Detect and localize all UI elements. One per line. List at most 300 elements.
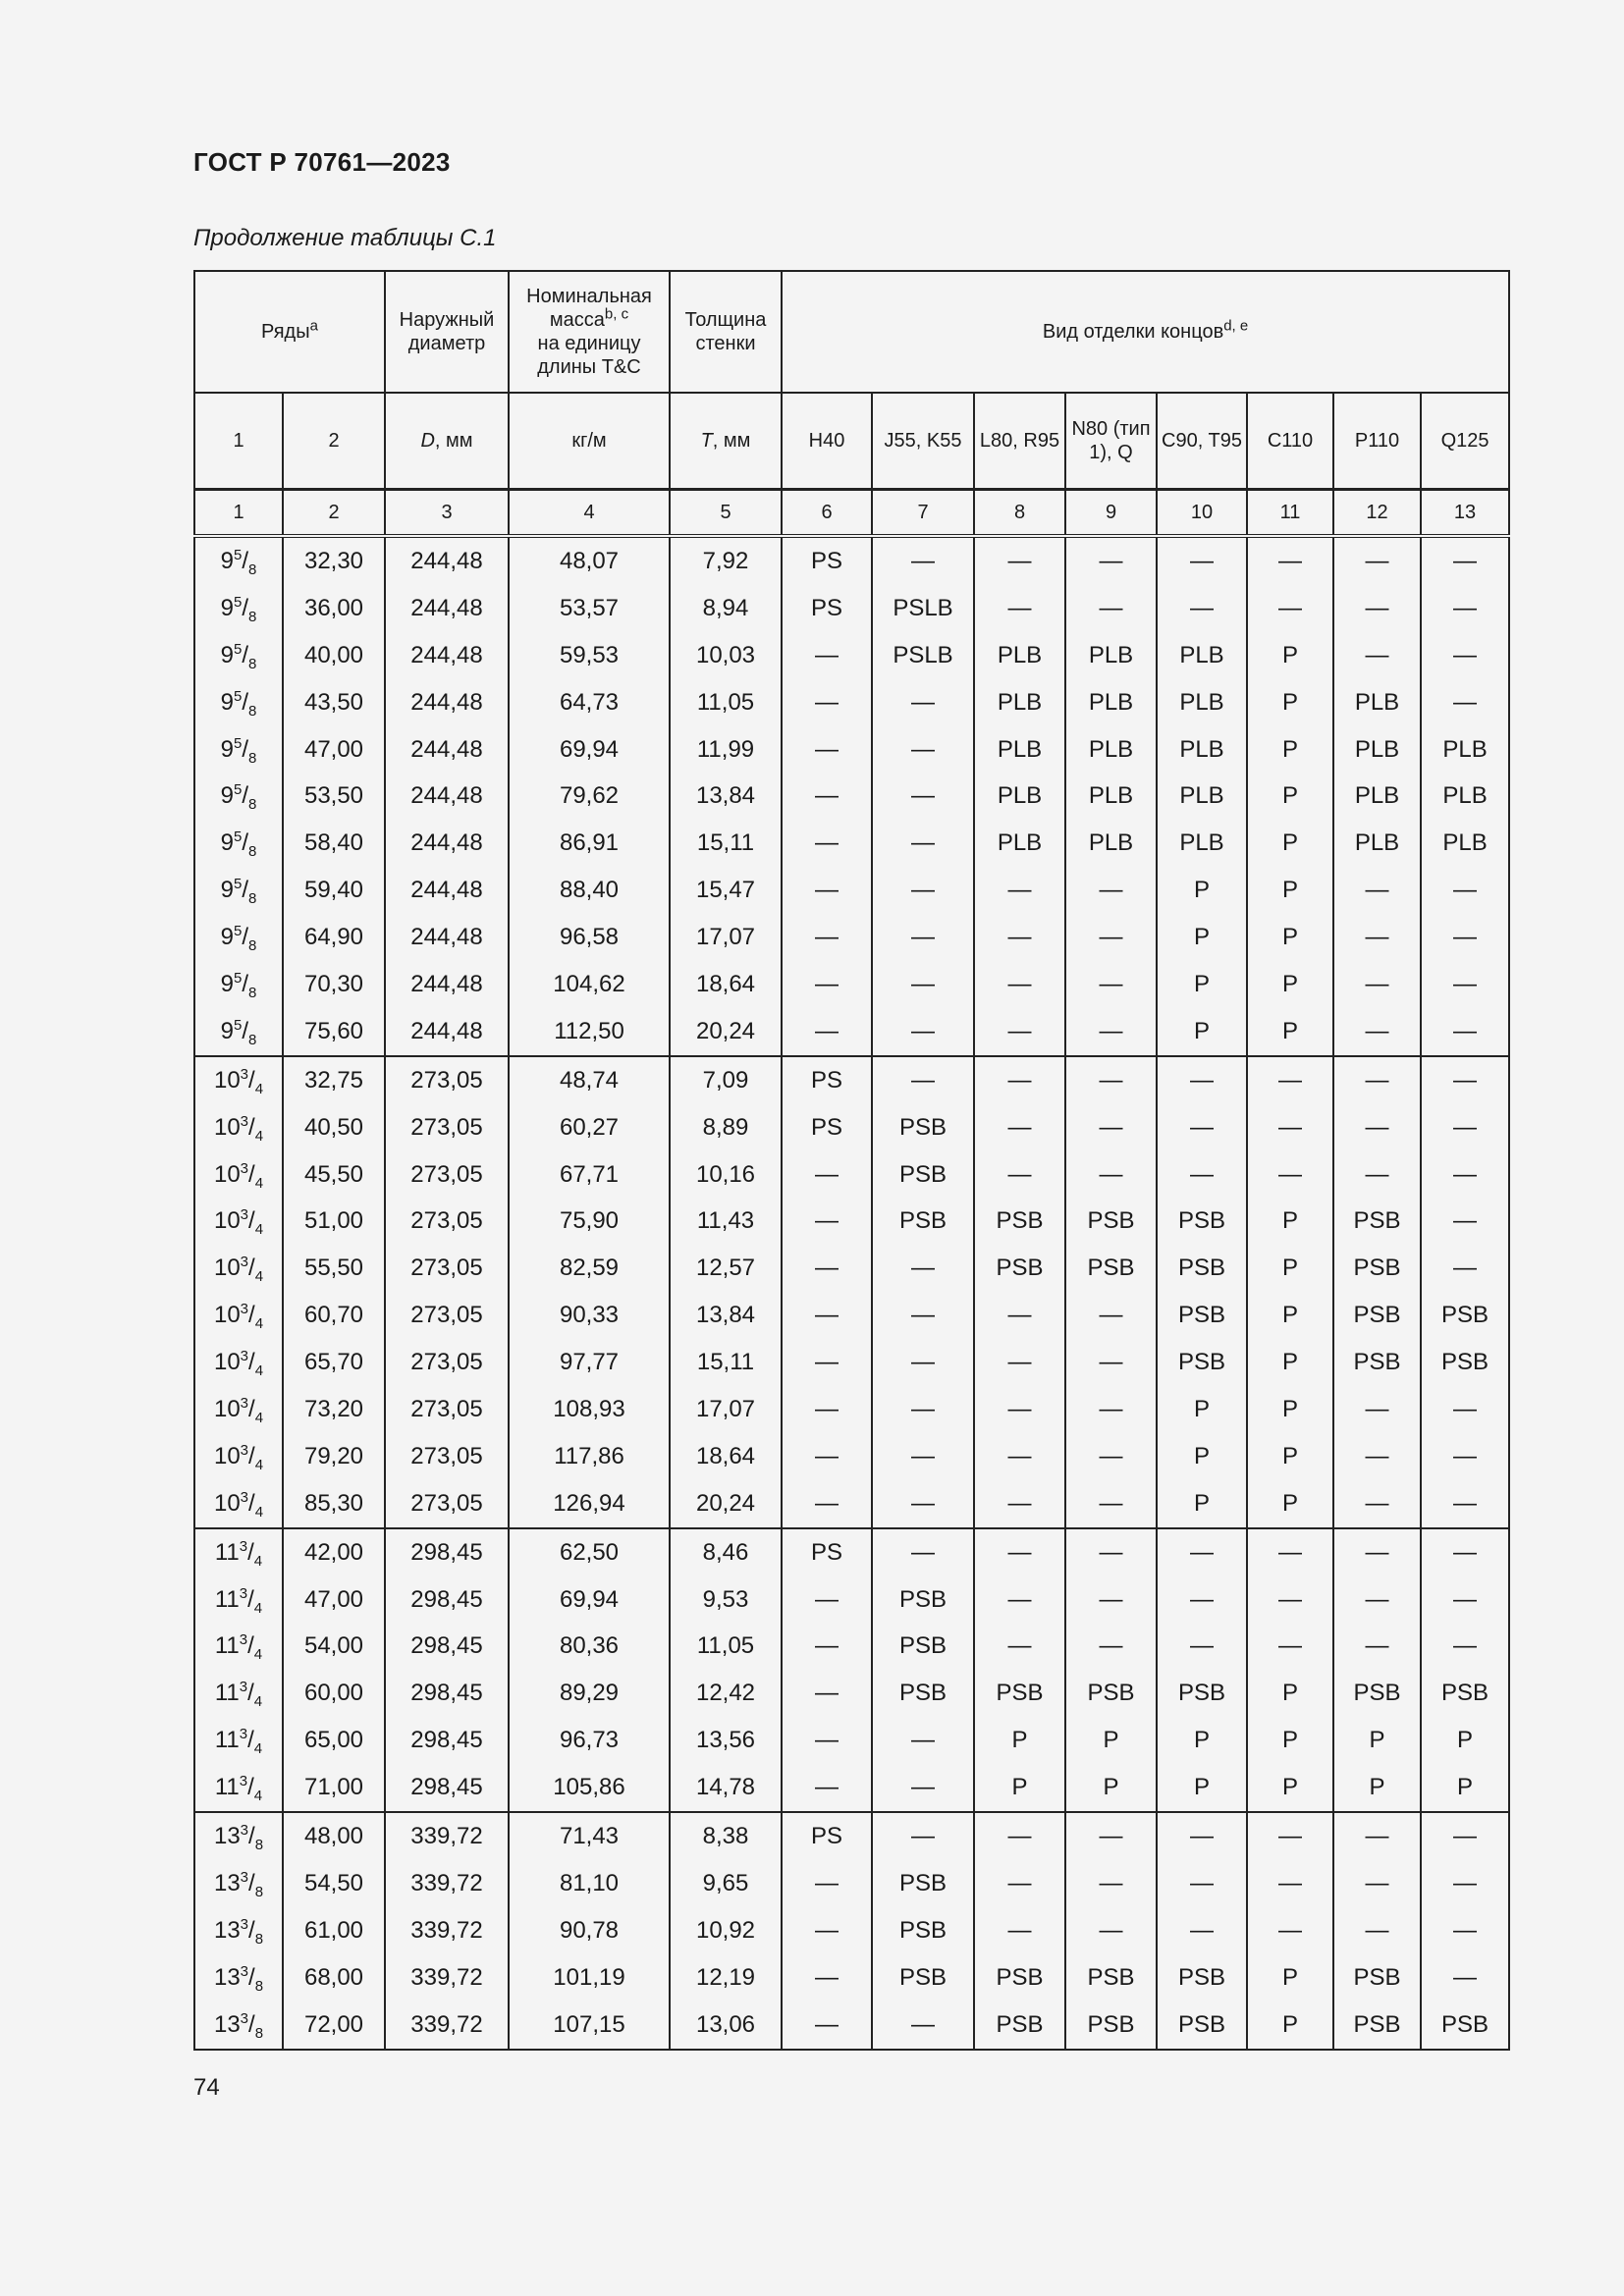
table-cell: PSB: [872, 1670, 974, 1717]
table-cell: P: [1157, 1764, 1247, 1812]
table-cell: —: [1421, 1433, 1509, 1480]
table-cell: 32,75: [283, 1056, 385, 1104]
table-cell: 13,84: [670, 1292, 782, 1339]
table-cell: 79,20: [283, 1433, 385, 1480]
table-row: [194, 1198, 1509, 1245]
table-cell: —: [1065, 1056, 1157, 1104]
table-cell: 15,11: [670, 820, 782, 867]
subheader-col13: Q125: [1421, 393, 1509, 490]
table-cell: —: [1157, 1104, 1247, 1151]
subheader-col4: кг/м: [509, 393, 670, 490]
table-cell: —: [1065, 1812, 1157, 1860]
table-cell: —: [782, 1151, 872, 1199]
table-cell: PLB: [1333, 679, 1421, 726]
table-cell: —: [782, 1954, 872, 2002]
column-number: 4: [509, 490, 670, 537]
table-cell: PSB: [872, 1576, 974, 1624]
table-cell: —: [782, 1292, 872, 1339]
table-cell: —: [1421, 1907, 1509, 1954]
table-row: [194, 1623, 1509, 1670]
size-cell: $13^3/_8$: [194, 1907, 283, 1954]
table-cell: 244,48: [385, 726, 509, 774]
table-cell: —: [1247, 536, 1333, 585]
table-cell: P: [1333, 1764, 1421, 1812]
table-cell: 298,45: [385, 1528, 509, 1576]
table-cell: —: [974, 1812, 1065, 1860]
rows-header: Ряды$^a$: [194, 271, 385, 393]
table-row: [194, 914, 1509, 961]
table-cell: P: [1247, 1292, 1333, 1339]
table-row: [194, 2002, 1509, 2050]
table-cell: 10,03: [670, 632, 782, 679]
table-cell: —: [782, 1764, 872, 1812]
table-cell: 64,90: [283, 914, 385, 961]
table-cell: P: [1247, 1433, 1333, 1480]
table-cell: P: [1247, 632, 1333, 679]
table-cell: —: [1247, 585, 1333, 632]
table-cell: —: [1065, 536, 1157, 585]
table-cell: 67,71: [509, 1151, 670, 1199]
table-cell: —: [1065, 1292, 1157, 1339]
table-row: [194, 1907, 1509, 1954]
table-cell: 48,07: [509, 536, 670, 585]
table-cell: —: [1333, 1907, 1421, 1954]
table-cell: —: [1247, 1056, 1333, 1104]
table-cell: —: [1333, 632, 1421, 679]
table-cell: 339,72: [385, 1954, 509, 2002]
table-cell: 298,45: [385, 1670, 509, 1717]
table-cell: 90,78: [509, 1907, 670, 1954]
column-number: 9: [1065, 490, 1157, 537]
table-cell: —: [782, 961, 872, 1008]
table-cell: 60,00: [283, 1670, 385, 1717]
table-cell: P: [1247, 773, 1333, 820]
table-cell: —: [782, 679, 872, 726]
table-cell: 244,48: [385, 914, 509, 961]
size-cell: $10^3/_4$: [194, 1386, 283, 1433]
table-cell: —: [1333, 914, 1421, 961]
subheader-col12: P110: [1333, 393, 1421, 490]
table-cell: P: [1247, 914, 1333, 961]
table-cell: PLB: [974, 773, 1065, 820]
table-cell: P: [1157, 1386, 1247, 1433]
table-row: [194, 1245, 1509, 1292]
table-cell: —: [872, 914, 974, 961]
subheader-col1: 1: [194, 393, 283, 490]
table-cell: —: [872, 1339, 974, 1386]
table-cell: PSB: [1157, 1245, 1247, 1292]
table-cell: —: [1333, 867, 1421, 914]
table-cell: —: [1333, 961, 1421, 1008]
table-cell: —: [872, 1764, 974, 1812]
table-cell: —: [1065, 1008, 1157, 1056]
table-cell: 12,19: [670, 1954, 782, 2002]
table-cell: —: [782, 820, 872, 867]
table-cell: —: [1421, 1008, 1509, 1056]
table-cell: 51,00: [283, 1198, 385, 1245]
size-cell: $9^5/_8$: [194, 914, 283, 961]
table-cell: —: [1157, 1860, 1247, 1907]
table-cell: —: [1421, 914, 1509, 961]
size-cell: $11^3/_4$: [194, 1623, 283, 1670]
table-cell: —: [1065, 1860, 1157, 1907]
table-cell: 7,92: [670, 536, 782, 585]
table-cell: 13,84: [670, 773, 782, 820]
table-cell: PSB: [1065, 1954, 1157, 2002]
table-cell: 11,43: [670, 1198, 782, 1245]
table-row: [194, 867, 1509, 914]
column-number: 10: [1157, 490, 1247, 537]
table-cell: —: [1333, 536, 1421, 585]
column-number: 2: [283, 490, 385, 537]
table-cell: 273,05: [385, 1433, 509, 1480]
size-cell: $9^5/_8$: [194, 1008, 283, 1056]
table-cell: 339,72: [385, 1812, 509, 1860]
size-cell: $10^3/_4$: [194, 1339, 283, 1386]
table-cell: —: [1421, 867, 1509, 914]
table-cell: —: [1065, 585, 1157, 632]
table-cell: PLB: [1421, 726, 1509, 774]
table-cell: 298,45: [385, 1576, 509, 1624]
table-cell: —: [782, 1623, 872, 1670]
table-cell: —: [1333, 1480, 1421, 1528]
table-cell: PS: [782, 1528, 872, 1576]
table-cell: —: [1247, 1576, 1333, 1624]
table-cell: PSB: [1333, 1954, 1421, 2002]
table-cell: 73,20: [283, 1386, 385, 1433]
table-cell: —: [974, 1528, 1065, 1576]
table-cell: 71,00: [283, 1764, 385, 1812]
column-number: 13: [1421, 490, 1509, 537]
table-cell: —: [1247, 1528, 1333, 1576]
table-cell: —: [782, 914, 872, 961]
table-cell: —: [782, 632, 872, 679]
table-row: [194, 1576, 1509, 1624]
table-row: [194, 632, 1509, 679]
size-cell: $10^3/_4$: [194, 1056, 283, 1104]
table-cell: P: [1157, 914, 1247, 961]
column-number: 3: [385, 490, 509, 537]
table-cell: P: [1421, 1764, 1509, 1812]
table-cell: —: [1333, 1104, 1421, 1151]
table-cell: 15,11: [670, 1339, 782, 1386]
table-cell: PLB: [1333, 820, 1421, 867]
table-cell: 48,00: [283, 1812, 385, 1860]
table-cell: PSB: [872, 1954, 974, 2002]
table-cell: —: [782, 1339, 872, 1386]
table-cell: —: [1421, 536, 1509, 585]
table-cell: —: [782, 1670, 872, 1717]
table-cell: P: [1333, 1717, 1421, 1764]
table-cell: 273,05: [385, 1198, 509, 1245]
table-cell: PSB: [974, 1198, 1065, 1245]
table-cell: PLB: [1065, 632, 1157, 679]
table-cell: —: [1247, 1860, 1333, 1907]
table-cell: —: [1065, 1480, 1157, 1528]
table-cell: —: [782, 1433, 872, 1480]
table-cell: —: [872, 1292, 974, 1339]
size-cell: $10^3/_4$: [194, 1433, 283, 1480]
table-cell: 54,50: [283, 1860, 385, 1907]
table-cell: P: [1247, 1480, 1333, 1528]
table-cell: 7,09: [670, 1056, 782, 1104]
table-cell: 108,93: [509, 1386, 670, 1433]
table-cell: —: [974, 1623, 1065, 1670]
table-cell: P: [1247, 1198, 1333, 1245]
table-cell: —: [974, 914, 1065, 961]
table-cell: 40,00: [283, 632, 385, 679]
column-number: 5: [670, 490, 782, 537]
column-number: 11: [1247, 490, 1333, 537]
table-cell: 86,91: [509, 820, 670, 867]
table-cell: 68,00: [283, 1954, 385, 2002]
table-cell: 244,48: [385, 820, 509, 867]
table-cell: —: [782, 1198, 872, 1245]
table-cell: 244,48: [385, 773, 509, 820]
table-cell: —: [1421, 1151, 1509, 1199]
table-cell: PLB: [1157, 726, 1247, 774]
table-row: [194, 1480, 1509, 1528]
table-cell: 10,16: [670, 1151, 782, 1199]
table-cell: P: [974, 1764, 1065, 1812]
table-cell: 59,40: [283, 867, 385, 914]
table-cell: 72,00: [283, 2002, 385, 2050]
table-cell: —: [1421, 961, 1509, 1008]
table-cell: PLB: [1157, 679, 1247, 726]
mass-header: Номинальная масса$^{b, c}$ на единицу длины T&C: [509, 271, 670, 393]
table-cell: 54,00: [283, 1623, 385, 1670]
table-cell: 90,33: [509, 1292, 670, 1339]
table-cell: PLB: [1157, 820, 1247, 867]
table-cell: P: [1247, 1339, 1333, 1386]
table-cell: 339,72: [385, 1860, 509, 1907]
table-cell: —: [872, 773, 974, 820]
table-cell: 273,05: [385, 1480, 509, 1528]
table-cell: 18,64: [670, 1433, 782, 1480]
table-cell: —: [872, 2002, 974, 2050]
table-cell: —: [974, 1480, 1065, 1528]
table-cell: PS: [782, 1056, 872, 1104]
table-cell: —: [1247, 1812, 1333, 1860]
table-cell: 8,38: [670, 1812, 782, 1860]
table-cell: PSB: [974, 2002, 1065, 2050]
table-cell: 273,05: [385, 1339, 509, 1386]
table-row: [194, 1717, 1509, 1764]
table-row: [194, 1528, 1509, 1576]
table-cell: PLB: [1065, 726, 1157, 774]
size-cell: $9^5/_8$: [194, 585, 283, 632]
table-cell: —: [1421, 632, 1509, 679]
table-cell: 89,29: [509, 1670, 670, 1717]
column-number: 7: [872, 490, 974, 537]
table-cell: 75,90: [509, 1198, 670, 1245]
table-cell: PLB: [1421, 820, 1509, 867]
table-row: [194, 1812, 1509, 1860]
table-cell: PLB: [1065, 820, 1157, 867]
table-row: [194, 773, 1509, 820]
table-cell: —: [974, 1104, 1065, 1151]
table-cell: 60,70: [283, 1292, 385, 1339]
table-cell: 298,45: [385, 1623, 509, 1670]
table-cell: 47,00: [283, 1576, 385, 1624]
table-cell: —: [1157, 1812, 1247, 1860]
table-cell: —: [1157, 1576, 1247, 1624]
table-cell: PLB: [1157, 773, 1247, 820]
table-cell: —: [1157, 1907, 1247, 1954]
size-cell: $10^3/_4$: [194, 1104, 283, 1151]
table-cell: —: [974, 1008, 1065, 1056]
table-cell: —: [872, 726, 974, 774]
table-cell: PSB: [1157, 1339, 1247, 1386]
table-cell: 244,48: [385, 632, 509, 679]
table-cell: —: [1157, 1056, 1247, 1104]
table-cell: —: [1421, 1056, 1509, 1104]
table-cell: PSB: [1333, 1198, 1421, 1245]
table-cell: —: [782, 1717, 872, 1764]
table-cell: —: [974, 1292, 1065, 1339]
size-cell: $9^5/_8$: [194, 773, 283, 820]
table-cell: —: [1333, 1433, 1421, 1480]
table-cell: 53,50: [283, 773, 385, 820]
table-cell: 60,27: [509, 1104, 670, 1151]
table-cell: PS: [782, 1812, 872, 1860]
table-cell: 48,74: [509, 1056, 670, 1104]
table-cell: 126,94: [509, 1480, 670, 1528]
table-cell: P: [1247, 1717, 1333, 1764]
table-cell: 70,30: [283, 961, 385, 1008]
table-cell: PSB: [1157, 1954, 1247, 2002]
table-cell: 32,30: [283, 536, 385, 585]
table-cell: —: [1065, 1151, 1157, 1199]
table-cell: —: [872, 1245, 974, 1292]
table-cell: PLB: [1333, 726, 1421, 774]
table-cell: 96,73: [509, 1717, 670, 1764]
size-cell: $13^3/_8$: [194, 2002, 283, 2050]
size-group: [194, 1528, 1509, 1812]
table-cell: 339,72: [385, 1907, 509, 1954]
table-cell: —: [1065, 961, 1157, 1008]
table-cell: 117,86: [509, 1433, 670, 1480]
size-cell: $11^3/_4$: [194, 1717, 283, 1764]
subheader-col10: C90, T95: [1157, 393, 1247, 490]
table-cell: P: [1247, 726, 1333, 774]
table-cell: —: [974, 961, 1065, 1008]
table-cell: 64,73: [509, 679, 670, 726]
table-cell: 53,57: [509, 585, 670, 632]
table-cell: 69,94: [509, 1576, 670, 1624]
size-cell: $9^5/_8$: [194, 536, 283, 585]
table-cell: —: [782, 867, 872, 914]
diameter-header: Наружный диаметр: [385, 271, 509, 393]
table-cell: 105,86: [509, 1764, 670, 1812]
table-row: [194, 679, 1509, 726]
size-group: [194, 536, 1509, 1056]
table-cell: 75,60: [283, 1008, 385, 1056]
table-cell: PSB: [1157, 1198, 1247, 1245]
table-cell: P: [1247, 679, 1333, 726]
table-cell: PLB: [1065, 773, 1157, 820]
table-cell: P: [1247, 867, 1333, 914]
size-cell: $9^5/_8$: [194, 632, 283, 679]
table-cell: 244,48: [385, 679, 509, 726]
table-cell: PSB: [1333, 1670, 1421, 1717]
table-cell: 17,07: [670, 1386, 782, 1433]
table-cell: PLB: [1065, 679, 1157, 726]
table-cell: PSB: [872, 1198, 974, 1245]
table-cell: PSB: [1421, 1339, 1509, 1386]
table-cell: —: [782, 773, 872, 820]
size-cell: $9^5/_8$: [194, 820, 283, 867]
table-row: [194, 1433, 1509, 1480]
table-cell: 101,19: [509, 1954, 670, 2002]
size-cell: $11^3/_4$: [194, 1528, 283, 1576]
table-cell: —: [1333, 1812, 1421, 1860]
table-cell: —: [872, 536, 974, 585]
table-cell: —: [782, 1907, 872, 1954]
table-cell: —: [782, 1008, 872, 1056]
subheader-col8: L80, R95: [974, 393, 1065, 490]
table-cell: 81,10: [509, 1860, 670, 1907]
size-cell: $10^3/_4$: [194, 1480, 283, 1528]
table-cell: —: [1421, 1245, 1509, 1292]
table-cell: PLB: [1421, 773, 1509, 820]
table-cell: —: [1065, 1386, 1157, 1433]
table-cell: —: [1157, 1151, 1247, 1199]
table-cell: 55,50: [283, 1245, 385, 1292]
table-cell: —: [1333, 1008, 1421, 1056]
table-cell: 47,00: [283, 726, 385, 774]
table-cell: PSB: [1065, 1198, 1157, 1245]
subheader-col9: N80 (тип 1), Q: [1065, 393, 1157, 490]
table-cell: 298,45: [385, 1764, 509, 1812]
table-cell: —: [1333, 1623, 1421, 1670]
size-cell: $11^3/_4$: [194, 1576, 283, 1624]
table-cell: —: [782, 726, 872, 774]
table-cell: —: [782, 1576, 872, 1624]
table-cell: 65,70: [283, 1339, 385, 1386]
table-cell: 13,06: [670, 2002, 782, 2050]
page-number: 74: [193, 2074, 220, 2101]
table-cell: PS: [782, 1104, 872, 1151]
table-cell: PSB: [1333, 2002, 1421, 2050]
wall-header: Толщина стенки: [670, 271, 782, 393]
table-cell: PLB: [974, 820, 1065, 867]
size-cell: $9^5/_8$: [194, 961, 283, 1008]
table-cell: 273,05: [385, 1104, 509, 1151]
table-cell: P: [1421, 1717, 1509, 1764]
table-cell: 59,53: [509, 632, 670, 679]
table-cell: 80,36: [509, 1623, 670, 1670]
table-cell: PSB: [1157, 1292, 1247, 1339]
table-cell: —: [872, 961, 974, 1008]
table-cell: 8,46: [670, 1528, 782, 1576]
table-cell: 13,56: [670, 1717, 782, 1764]
table-cell: PSB: [1065, 2002, 1157, 2050]
table-cell: 58,40: [283, 820, 385, 867]
table-cell: 273,05: [385, 1151, 509, 1199]
table-cell: —: [872, 1717, 974, 1764]
table-cell: 8,94: [670, 585, 782, 632]
table-cell: —: [1421, 585, 1509, 632]
table-row: [194, 1670, 1509, 1717]
table-cell: —: [1065, 1433, 1157, 1480]
table-cell: 20,24: [670, 1480, 782, 1528]
table-cell: —: [1333, 1056, 1421, 1104]
table-cell: —: [782, 2002, 872, 2050]
table-cell: PSB: [1421, 1670, 1509, 1717]
table-cell: 298,45: [385, 1717, 509, 1764]
table-cell: —: [1333, 1576, 1421, 1624]
